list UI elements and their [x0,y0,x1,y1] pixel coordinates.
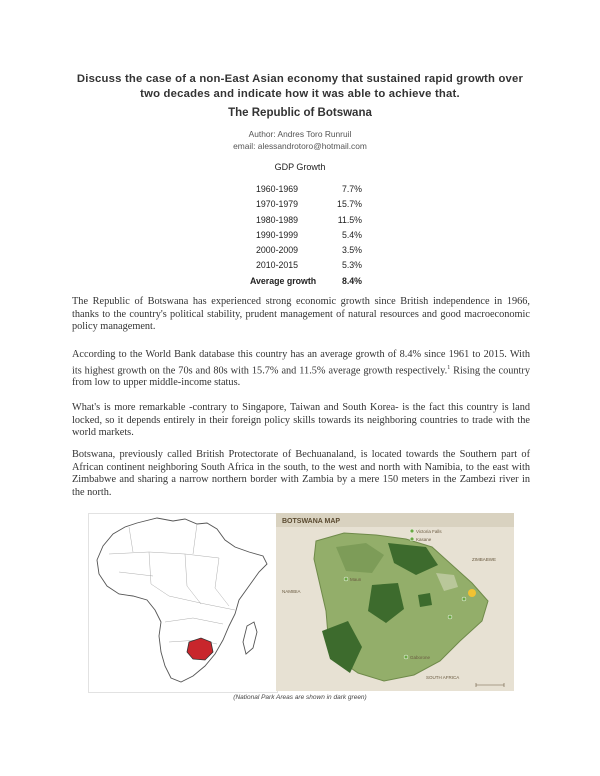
africa-map-image [88,513,278,693]
gdp-value: 5.3% [341,260,362,271]
paragraph-growth-tail: Rising the country from low to upper middle-income status. [72,364,530,389]
author-email: email: alessandrotoro@hotmail.com [233,141,367,151]
figure-caption: (National Park Areas are shown in dark green) [233,694,367,701]
gdp-period: 2010-2015 [256,260,299,271]
gdp-average-value: 8.4% [341,275,362,286]
africa-continent-shape [97,518,267,682]
africa-outline-svg [89,514,277,692]
label-zimbabwe: ZIMBABWE [472,557,497,562]
paragraph-intro: The Republic of Botswana has experienced strong economic growth since British independence in 1966, thanks to the country's political stability, prudent management of natural resources and good macroeconomic policy management. [72,296,530,332]
gdp-table [250,182,362,289]
label-namibia: NAMIBIA [282,589,301,594]
gdp-value: 15.7% [337,199,362,210]
label-gaborone: Gaborone [410,655,431,660]
marker-southeast [448,615,452,619]
gdp-period: 1960-1969 [256,184,299,194]
gdp-period: 1980-1989 [256,214,299,225]
gdp-value: 3.5% [341,245,362,256]
label-victoria-falls: Victoria Falls [416,529,442,534]
botswana-map-svg [276,513,514,691]
park-area-small [418,593,432,607]
gdp-row [250,228,362,243]
map-title: BOTSWANA MAP [282,518,341,525]
gdp-average-label: Average growth [250,275,317,286]
gdp-period: 1990-1999 [256,229,299,240]
paragraph-growth [72,349,530,390]
marker-gaborone [404,655,408,659]
paragraph-geography: Botswana, previously called British Protectorate of Bechuanaland, is located towards the Southern part of African continent neighboring South Africa in the south, to the west and north with Namibia, to the east with Zimbabwe and sharing a narrow northern border with Zambia by a mere 150 meters in the Zambezi river in the north. [72,449,530,498]
madagascar-shape [243,622,257,654]
gdp-row [250,182,362,197]
paragraph-growth-main: According to the World Bank database this country has an average growth of 8.4% since 1961 to 2015. With its highest growth on the 70s and 80s with 15.7% and 11.5% average growth respectively. [72,349,530,376]
label-south-africa: SOUTH AFRICA [426,675,460,680]
label-maun: Maun [350,577,362,582]
gdp-period: 1970-1979 [256,199,299,210]
author-name: Author: Andres Toro Runruil [248,129,352,139]
gdp-value: 11.5% [337,214,362,225]
author-block [0,128,600,152]
gdp-value: 7.7% [341,184,362,194]
footnote-marker: 1 [447,364,451,371]
gdp-row [250,197,362,212]
question-title: Discuss the case of a non-East Asian economy that sustained rapid growth over two decades and indicate how it was able to achieve that. [76,73,524,100]
marker-victoria-falls [410,529,414,533]
marker-east [462,597,466,601]
label-kasane: Kasane [416,537,432,542]
document-subtitle: The Republic of Botswana [228,107,372,119]
gdp-value: 5.4% [341,229,362,240]
gdp-period: 2000-2009 [256,245,299,256]
gdp-row [250,243,362,258]
gdp-row [250,213,362,228]
marker-maun [344,577,348,581]
marker-kasane [410,537,414,541]
botswana-map-image [276,513,514,691]
gdp-table-heading: GDP Growth [274,162,326,172]
gdp-average-row [250,274,362,289]
gdp-row [250,258,362,273]
sun-icon [468,589,476,597]
paragraph-landlocked: What's is more remarkable -contrary to Singapore, Taiwan and South Korea- is the fact this country is land locked, so it depends entirely in their foreign policy skills towards its neighboring countries to trade with the world markets. [72,402,530,438]
